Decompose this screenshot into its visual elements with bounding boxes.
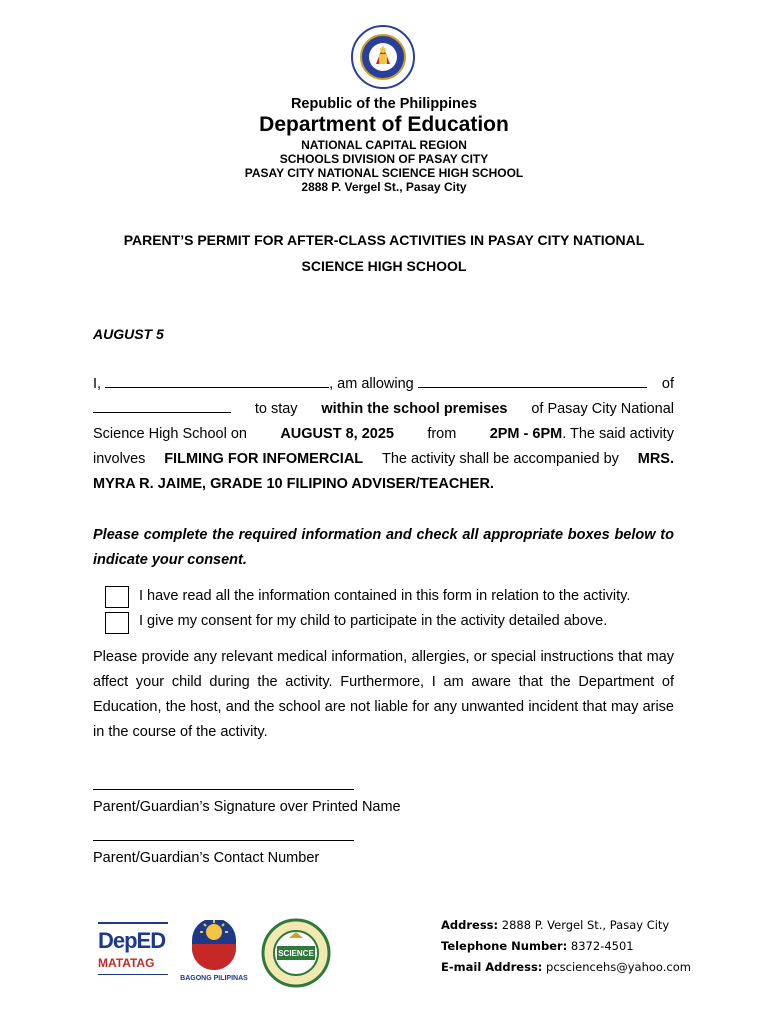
text-from: from [427,426,457,442]
parent-name-blank[interactable] [105,374,329,388]
activity-date: AUGUST 8, 2025 [280,426,394,442]
footer-address-label: Address: [441,918,499,932]
text-i: I, [93,376,102,392]
region-heading: NATIONAL CAPITAL REGION [301,138,467,152]
consent-checkbox[interactable] [105,612,129,634]
signature-label: Parent/Guardian’s Signature over Printed Name [93,799,401,815]
footer-email [441,957,691,978]
republic-heading: Republic of the Philippines [290,96,478,112]
bagong-pilipinas-logo [178,920,250,982]
medical-paragraph: Please provide any relevant medical information, allergies, or special instructions that may affect your child during the activity. Furthermore, I am aware that the Department of Education, the host, and the school are not liable for any unwanted incident that may arise in the course of the activity. [93,649,674,740]
text-involves: involves [93,451,146,467]
consent-instruction: Please complete the required information and check all appropriate boxes below to indicate your consent. [93,527,674,568]
matatag-text: MATATAG [98,956,155,970]
activity-time: 2PM - 6PM [489,426,563,442]
deped-logo-text: DepED [98,928,166,953]
permit-paragraph [93,372,674,497]
consent-label: I give my consent for my child to participate in the activity detailed above. [139,613,608,629]
footer-phone-label: Telephone Number: [441,939,568,953]
school-seal-text: SCIENCE [278,949,314,958]
department-heading: Department of Education [259,113,509,136]
footer-email-value[interactable]: pcsciencehs@yahoo.com [546,960,691,974]
footer-address-value: 2888 P. Vergel St., Pasay City [501,918,670,932]
text-said-activity: . The said activity [562,426,674,442]
form-title-line2: SCIENCE HIGH SCHOOL [301,258,467,274]
form-date: AUGUST 5 [93,326,164,342]
text-of-pasay: of Pasay City National [531,401,674,417]
footer-email-label: E-mail Address: [441,960,543,974]
deped-matatag-logo [98,922,168,982]
division-heading: SCHOOLS DIVISION OF PASAY CITY [279,152,489,166]
text-to-stay: to stay [254,401,298,417]
text-of: of [661,376,674,392]
text-am-allowing: , am allowing [329,376,414,392]
footer-phone-value: 8372-4501 [570,939,634,953]
bagong-pilipinas-icon [178,920,250,970]
adviser-name: MYRA R. JAIME, GRADE 10 FILIPINO ADVISER/TEACHER. [93,476,494,492]
adviser-title: MRS. [637,451,674,467]
read-info-label: I have read all the information contained in this form in relation to the activity. [139,588,631,604]
contact-line[interactable] [93,840,354,841]
text-within-premises: within the school premises [321,401,508,417]
contact-label: Parent/Guardian’s Contact Number [93,850,320,866]
bagong-pilipinas-text: BAGONG PILIPINAS [180,975,248,982]
student-name-blank[interactable] [418,374,647,388]
form-title-line1: PARENT’S PERMIT FOR AFTER-CLASS ACTIVITIES IN PASAY CITY NATIONAL [123,232,645,248]
form-title [90,227,678,279]
read-info-checkbox[interactable] [105,586,129,608]
activity-name: FILMING FOR INFOMERCIAL [164,451,364,467]
school-seal-logo [259,918,333,988]
text-accompanied-by: The activity shall be accompanied by [381,451,619,467]
section-blank[interactable] [93,399,231,413]
deped-seal-icon [348,24,418,90]
school-address: 2888 P. Vergel St., Pasay City [301,180,467,194]
footer-phone [441,936,634,957]
footer-address [441,915,669,936]
school-heading: PASAY CITY NATIONAL SCIENCE HIGH SCHOOL [244,166,524,180]
text-science-hs-on: Science High School on [93,426,247,442]
signature-line[interactable] [93,789,354,790]
